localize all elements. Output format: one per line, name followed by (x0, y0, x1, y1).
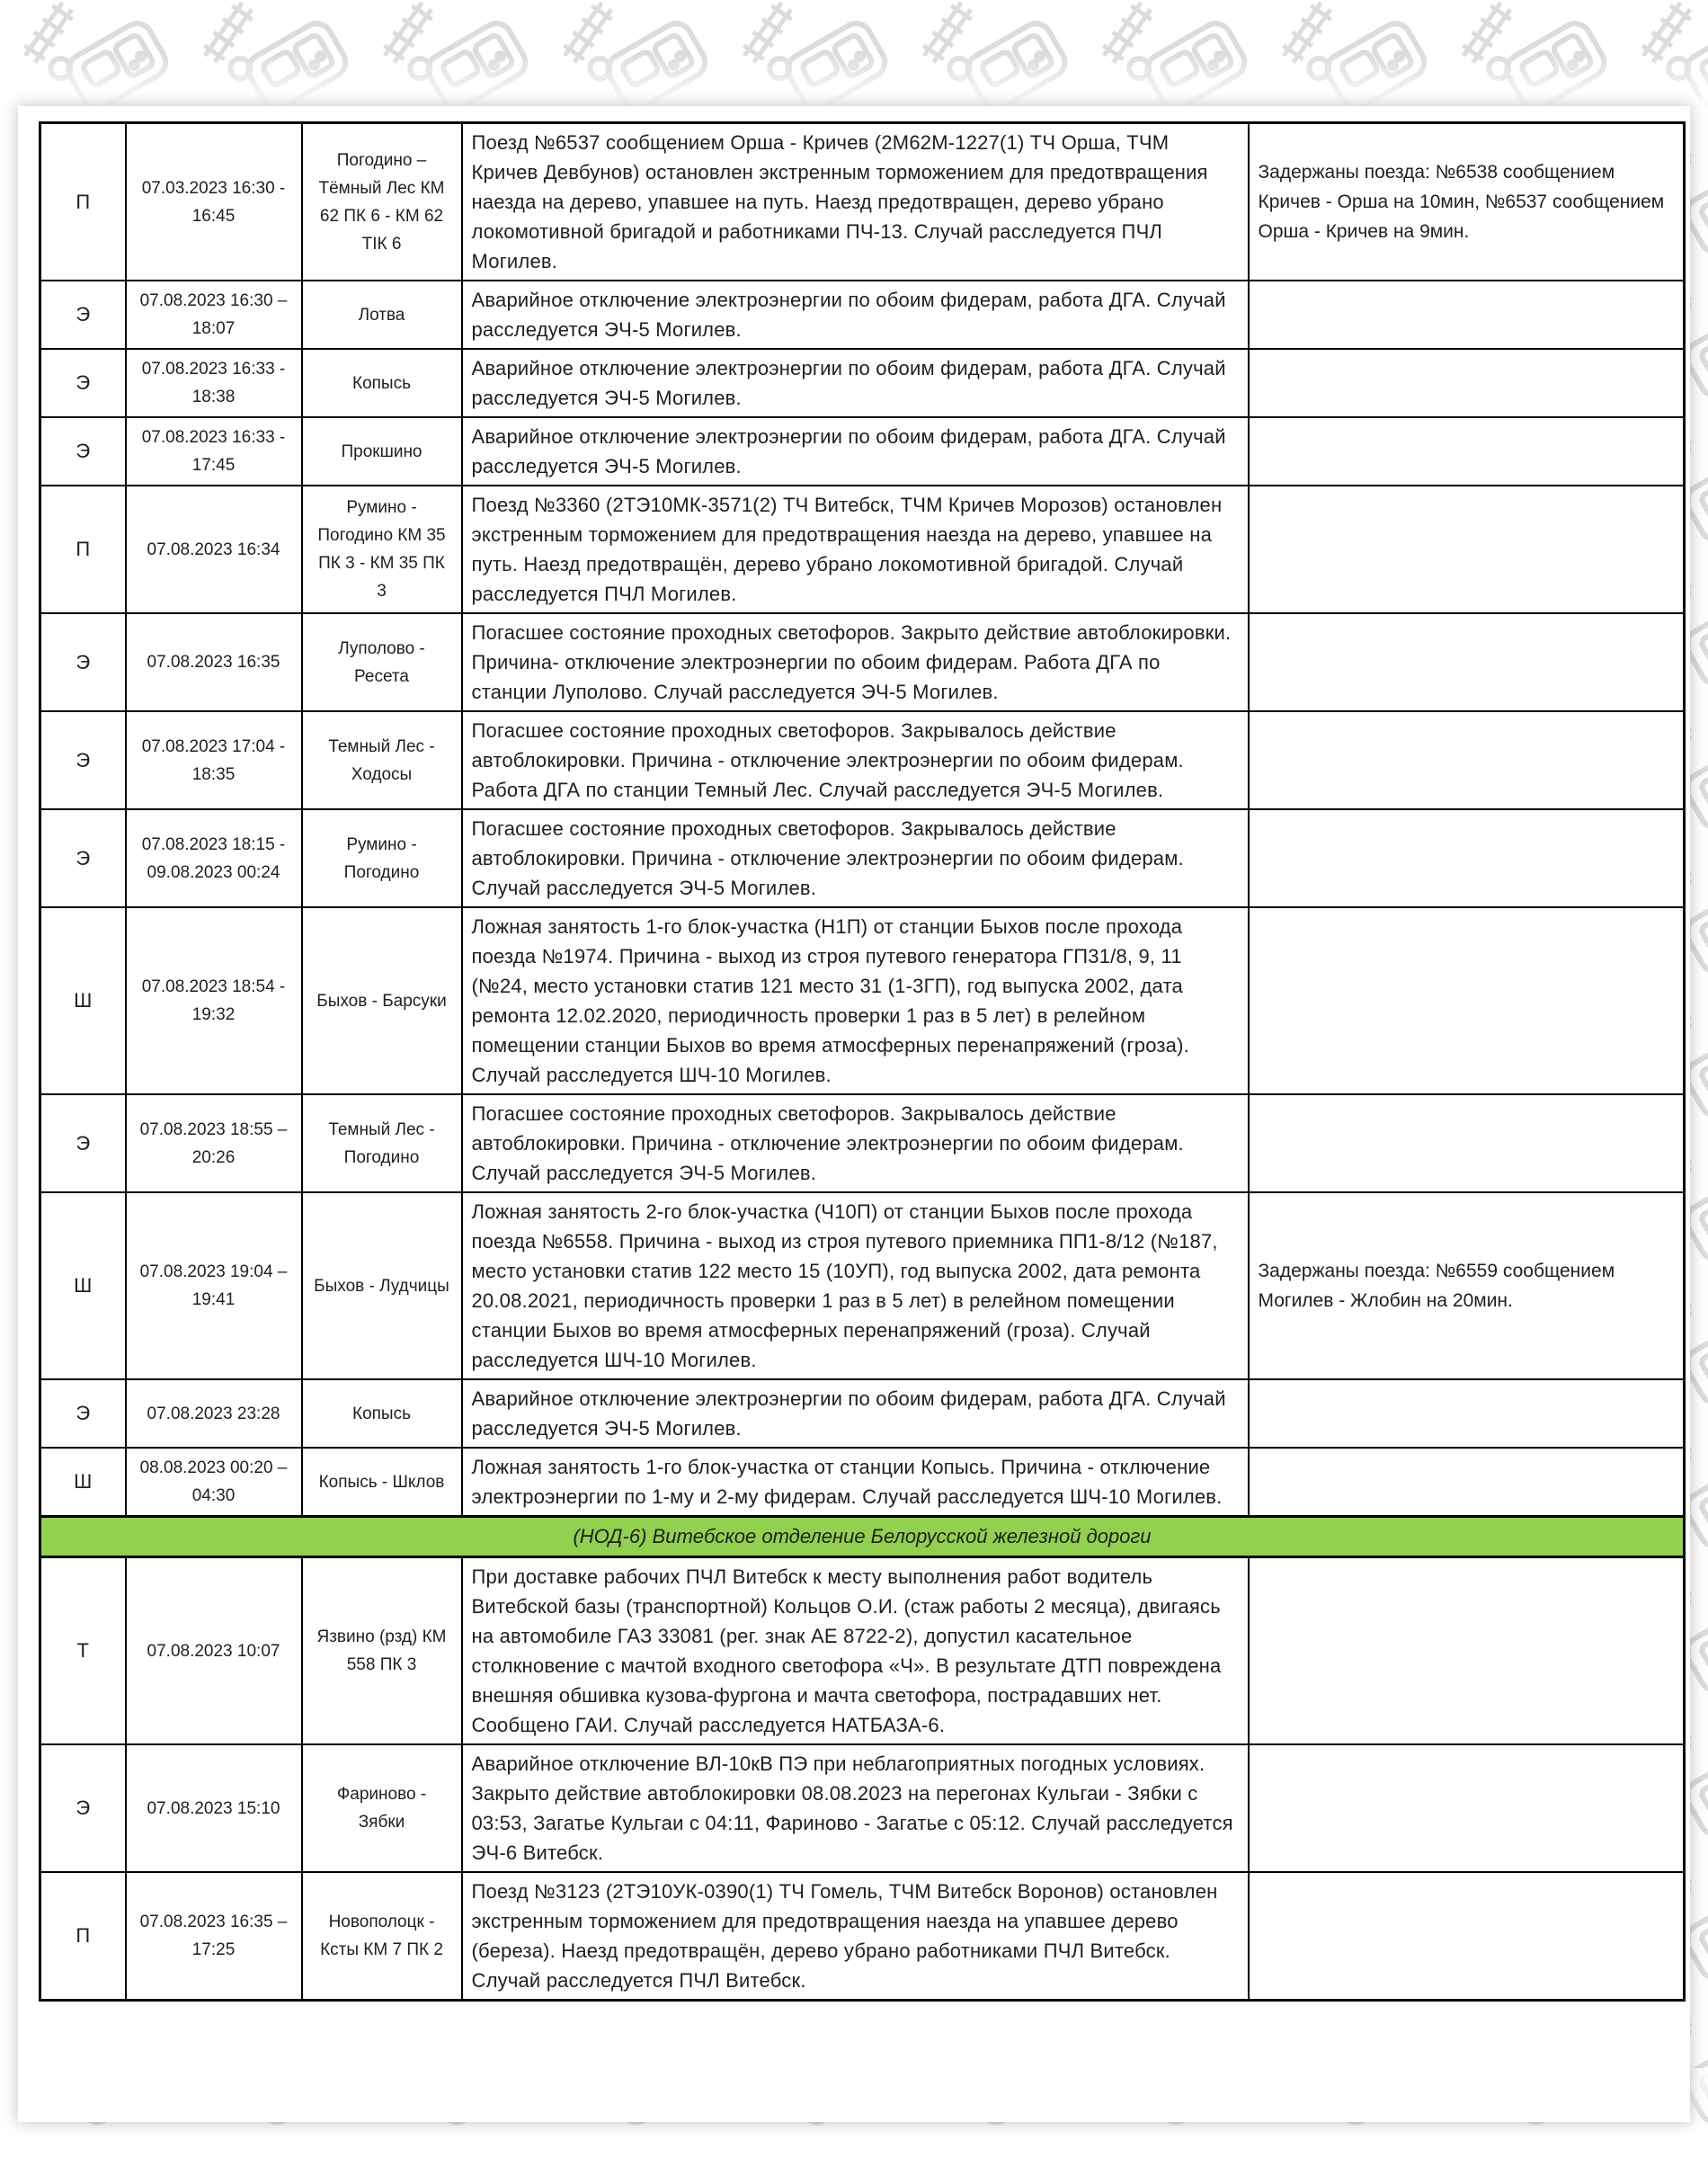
incident-type-code: Э (40, 613, 126, 711)
incident-table (39, 121, 1686, 2002)
incident-location: Румино - Погодино (302, 809, 462, 907)
top-fade-overlay (0, 54, 1708, 110)
section-header-row (40, 1517, 1685, 1557)
incident-location: Темный Лес - Ходосы (302, 711, 462, 809)
incident-type-code: Э (40, 1379, 126, 1448)
incident-datetime: 07.08.2023 16:33 - 17:45 (126, 417, 302, 486)
incident-location: Копысь (302, 1379, 462, 1448)
incident-delay-notes (1249, 1379, 1685, 1448)
table-row (40, 417, 1685, 486)
incident-datetime: 07.08.2023 16:30 – 18:07 (126, 281, 302, 349)
incident-delay-notes (1249, 417, 1685, 486)
incident-delay-notes: Задержаны поезда: №6538 сообщением Кричев - Орша на 10мин, №6537 сообщением Орша - Кричев на 9мин. (1249, 123, 1685, 281)
table-row (40, 1094, 1685, 1192)
incident-description: Поезд №3360 (2ТЭ10МК-3571(2) ТЧ Витебск, ТЧМ Кричев Морозов) остановлен экстренным торможением для предотвращения наезда на дерево, упавшее на путь. Наезд предотвращён, дерево убрано локомотивной бригадой. Случай расследуется ПЧЛ Могилев. (462, 486, 1249, 613)
incident-datetime: 07.08.2023 16:35 – 17:25 (126, 1872, 302, 2001)
table-row (40, 1872, 1685, 2001)
incident-datetime: 07.08.2023 19:04 – 19:41 (126, 1192, 302, 1379)
incident-description: Ложная занятость 2-го блок-участка (Ч10П) от станции Быхов после прохода поезда №6558. Причина - выход из строя путевого приемника ПП1-8/12 (№187, место установки статив 122 место 15 (10УП), год выпуска 2002, дата ремонта 20.08.2021, периодичность проверки 1 раз в 5 лет) в релейном помещении станции Быхов во время атмосферных перенапряжений (гроза). Случай расследуется ШЧ-10 Могилев. (462, 1192, 1249, 1379)
incident-description: При доставке рабочих ПЧЛ Витебск к месту выполнения работ водитель Витебской базы (транспортной) Кольцов О.И. (стаж работы 2 месяца), двигаясь на автомобиле ГАЗ 33081 (рег. знак АЕ 8722-2), допустил касательное столкновение с мачтой входного светофора «Ч». В результате ДТП повреждена внешняя обшивка кузова-фургона и мачта светофора, пострадавших нет. Сообщено ГАИ. Случай расследуется НАТБАЗА-6. (462, 1557, 1249, 1745)
incident-location: Фариново - Зябки (302, 1744, 462, 1872)
incident-datetime: 07.08.2023 18:54 - 19:32 (126, 907, 302, 1094)
incident-delay-notes (1249, 907, 1685, 1094)
table-row (40, 907, 1685, 1094)
table-row (40, 486, 1685, 613)
incident-delay-notes: Задержаны поезда: №6559 сообщением Могилев - Жлобин на 20мин. (1249, 1192, 1685, 1379)
incident-type-code: Э (40, 809, 126, 907)
incident-type-code: П (40, 123, 126, 281)
incident-datetime: 07.08.2023 16:35 (126, 613, 302, 711)
incident-delay-notes (1249, 1094, 1685, 1192)
incident-description: Ложная занятость 1-го блок-участка (Н1П) от станции Быхов после прохода поезда №1974. Причина - выход из строя путевого генератора ГП31/8, 9, 11 (№24, место установки статив 121 место 31 (1-3ГП), год выпуска 2002, дата ремонта 12.02.2020, периодичность проверки 1 раз в 5 лет) в релейном помещении станции Быхов во время атмосферных перенапряжений (гроза). Случай расследуется ШЧ-10 Могилев. (462, 907, 1249, 1094)
incident-datetime: 07.03.2023 16:30 - 16:45 (126, 123, 302, 281)
incident-datetime: 07.08.2023 16:34 (126, 486, 302, 613)
table-row (40, 809, 1685, 907)
incident-location: Лотва (302, 281, 462, 349)
incident-type-code: Ш (40, 1192, 126, 1379)
table-row (40, 613, 1685, 711)
document-page (18, 106, 1690, 2122)
incident-type-code: Ш (40, 907, 126, 1094)
incident-delay-notes (1249, 486, 1685, 613)
incident-description: Погасшее состояние проходных светофоров. Закрывалось действие автоблокировки. Причина - отключение электроэнергии по обоим фидерам. Случай расследуется ЭЧ-5 Могилев. (462, 809, 1249, 907)
table-row (40, 1557, 1685, 1745)
incident-type-code: Ш (40, 1448, 126, 1517)
incident-location: Румино - Погодино КМ 35 ПК 3 - КМ 35 ПК 3 (302, 486, 462, 613)
table-row (40, 711, 1685, 809)
incident-type-code: Э (40, 1094, 126, 1192)
incident-delay-notes (1249, 1448, 1685, 1517)
incident-delay-notes (1249, 349, 1685, 417)
table-row (40, 1744, 1685, 1872)
incident-location: Быхов - Лудчицы (302, 1192, 462, 1379)
incident-description: Поезд №3123 (2ТЭ10УК-0390(1) ТЧ Гомель, ТЧМ Витебск Воронов) остановлен экстренным торможением для предотвращения наезда на упавшее дерево (береза). Наезд предотвращён, дерево убрано работниками ПЧЛ Витебск. Случай расследуется ПЧЛ Витебск. (462, 1872, 1249, 2001)
incident-datetime: 07.08.2023 23:28 (126, 1379, 302, 1448)
section-header-label: (НОД-6) Витебское отделение Белорусской железной дороги (40, 1517, 1685, 1557)
incident-table-body (40, 123, 1685, 2001)
table-row (40, 281, 1685, 349)
incident-datetime: 07.08.2023 15:10 (126, 1744, 302, 1872)
incident-datetime: 07.08.2023 17:04 - 18:35 (126, 711, 302, 809)
incident-datetime: 07.08.2023 18:15 - 09.08.2023 00:24 (126, 809, 302, 907)
incident-delay-notes (1249, 281, 1685, 349)
incident-delay-notes (1249, 809, 1685, 907)
incident-delay-notes (1249, 613, 1685, 711)
incident-delay-notes (1249, 1744, 1685, 1872)
incident-description: Аварийное отключение электроэнергии по обоим фидерам, работа ДГА. Случай расследуется ЭЧ-5 Могилев. (462, 1379, 1249, 1448)
incident-type-code: Э (40, 349, 126, 417)
incident-location: Погодино – Тёмный Лес КМ 62 ПК 6 - КМ 62 ТІК 6 (302, 123, 462, 281)
incident-location: Луполово - Ресета (302, 613, 462, 711)
incident-description: Аварийное отключение электроэнергии по обоим фидерам, работа ДГА. Случай расследуется ЭЧ-5 Могилев. (462, 349, 1249, 417)
incident-location: Новополоцк - Ксты КМ 7 ПК 2 (302, 1872, 462, 2001)
incident-description: Погасшее состояние проходных светофоров. Закрывалось действие автоблокировки. Причина - отключение электроэнергии по обоим фидерам. Случай расследуется ЭЧ-5 Могилев. (462, 1094, 1249, 1192)
incident-description: Аварийное отключение ВЛ-10кВ ПЭ при неблагоприятных погодных условиях. Закрыто действие автоблокировки 08.08.2023 на перегонах Кульгаи - Зябки с 03:53, Загатье Кульгаи с 04:11, Фариново - Загатье с 05:12. Случай расследуется ЭЧ-6 Витебск. (462, 1744, 1249, 1872)
incident-location: Язвино (рзд) КМ 558 ПК 3 (302, 1557, 462, 1745)
incident-description: Ложная занятость 1-го блок-участка от станции Копысь. Причина - отключение электроэнергии по 1-му и 2-му фидерам. Случай расследуется ШЧ-10 Могилев. (462, 1448, 1249, 1517)
incident-type-code: Э (40, 417, 126, 486)
table-row (40, 1192, 1685, 1379)
incident-description: Погасшее состояние проходных светофоров. Закрыто действие автоблокировки. Причина- отключение электроэнергии по обоим фидерам. Работа ДГА по станции Луполово. Случай расследуется ЭЧ-5 Могилев. (462, 613, 1249, 711)
incident-location: Прокшино (302, 417, 462, 486)
table-row (40, 1448, 1685, 1517)
table-row (40, 1379, 1685, 1448)
incident-type-code: Т (40, 1557, 126, 1745)
incident-location: Быхов - Барсуки (302, 907, 462, 1094)
incident-description: Поезд №6537 сообщением Орша - Кричев (2М62М-1227(1) ТЧ Орша, ТЧМ Кричев Девбунов) остановлен экстренным торможением для предотвращения наезда на дерево, упавшее на путь. Наезд предотвращен, дерево убрано локомотивной бригадой и работниками ПЧ-13. Случай расследуется ПЧЛ Могилев. (462, 123, 1249, 281)
table-row (40, 123, 1685, 281)
incident-location: Копысь - Шклов (302, 1448, 462, 1517)
incident-delay-notes (1249, 1557, 1685, 1745)
incident-description: Аварийное отключение электроэнергии по обоим фидерам, работа ДГА. Случай расследуется ЭЧ-5 Могилев. (462, 417, 1249, 486)
incident-type-code: Э (40, 711, 126, 809)
incident-type-code: П (40, 1872, 126, 2001)
incident-type-code: Э (40, 1744, 126, 1872)
table-row (40, 349, 1685, 417)
incident-location: Копысь (302, 349, 462, 417)
incident-datetime: 07.08.2023 18:55 – 20:26 (126, 1094, 302, 1192)
incident-datetime: 08.08.2023 00:20 – 04:30 (126, 1448, 302, 1517)
incident-delay-notes (1249, 1872, 1685, 2001)
incident-description: Погасшее состояние проходных светофоров. Закрывалось действие автоблокировки. Причина - отключение электроэнергии по обоим фидерам. Работа ДГА по станции Темный Лес. Случай расследуется ЭЧ-5 Могилев. (462, 711, 1249, 809)
incident-type-code: П (40, 486, 126, 613)
incident-datetime: 07.08.2023 10:07 (126, 1557, 302, 1745)
incident-delay-notes (1249, 711, 1685, 809)
incident-type-code: Э (40, 281, 126, 349)
incident-description: Аварийное отключение электроэнергии по обоим фидерам, работа ДГА. Случай расследуется ЭЧ-5 Могилев. (462, 281, 1249, 349)
incident-datetime: 07.08.2023 16:33 - 18:38 (126, 349, 302, 417)
incident-location: Темный Лес - Погодино (302, 1094, 462, 1192)
